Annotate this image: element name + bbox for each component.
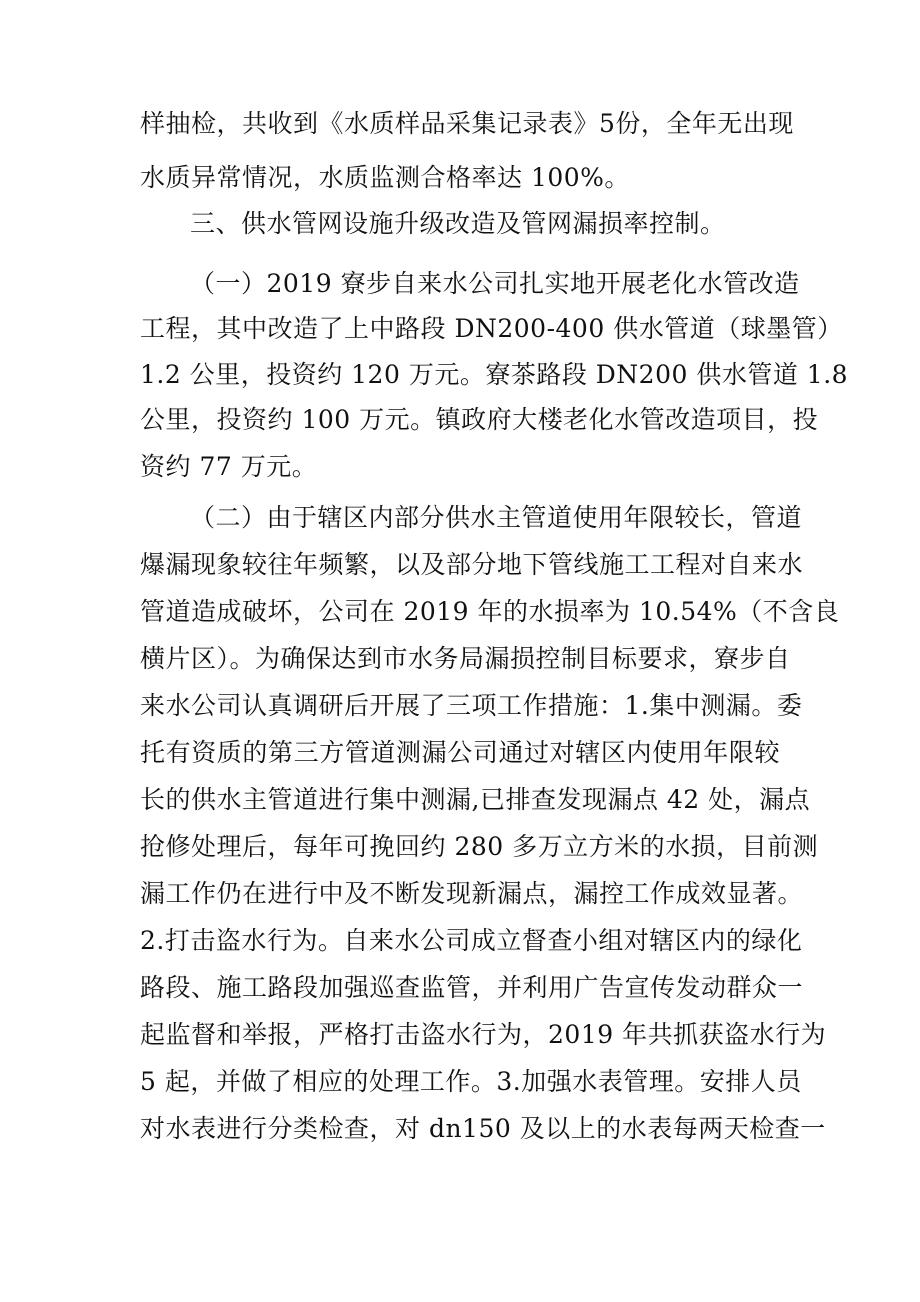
text-line: 公里，投资约 100 万元。镇政府大楼老化水管改造项目，投: [140, 405, 819, 434]
text-line: 2.打击盗水行为。自来水公司成立督查小组对辖区内的绿化: [140, 926, 803, 955]
text-line: 路段、施工路段加强巡查监管，并利用广告宣传发动群众一: [140, 973, 804, 1002]
text-line: 来水公司认真调研后开展了三项工作措施：1.集中测漏。委: [140, 691, 803, 720]
text-line: 工程，其中改造了上中路段 DN200-400 供水管道（球墨管）: [140, 314, 843, 343]
text-line: 管道造成破坏，公司在 2019 年的水损率为 10.54%（不含良: [140, 597, 840, 626]
text-line: 5 起，并做了相应的处理工作。3.加强水表管理。安排人员: [140, 1067, 802, 1096]
text-line: 样抽检，共收到《水质样品采集记录表》5份，全年无出现: [140, 109, 794, 138]
text-line: （一）2019 寮步自来水公司扎实地开展老化水管改造: [190, 269, 800, 298]
text-line: 抢修处理后，每年可挽回约 280 多万立方米的水损，目前测: [140, 832, 819, 861]
text-line: 托有资质的第三方管道测漏公司通过对辖区内使用年限较: [140, 738, 780, 767]
section-heading: 三、供水管网设施升级改造及管网漏损率控制。: [190, 209, 726, 238]
text-line: 水质异常情况，水质监测合格率达 100%。: [140, 163, 630, 192]
text-line: 1.2 公里，投资约 120 万元。寮茶路段 DN200 供水管道 1.8: [140, 360, 849, 389]
text-line: 漏工作仍在进行中及不断发现新漏点，漏控工作成效显著。: [140, 879, 804, 908]
text-line: 起监督和举报，严格打击盗水行为，2019 年共抓获盗水行为: [140, 1020, 827, 1049]
text-line: 爆漏现象较往年频繁，以及部分地下管线施工工程对自来水: [140, 550, 804, 579]
text-line: 横片区）。为确保达到市水务局漏损控制目标要求，寮步自: [140, 644, 791, 673]
text-line: 长的供水主管道进行集中测漏,已排查发现漏点 42 处，漏点: [140, 785, 811, 814]
text-line: 资约 77 万元。: [140, 452, 318, 481]
text-line: 对水表进行分类检查，对 dn150 及以上的水表每两天检查一: [140, 1114, 826, 1143]
text-line: （二）由于辖区内部分供水主管道使用年限较长，管道: [190, 503, 803, 532]
